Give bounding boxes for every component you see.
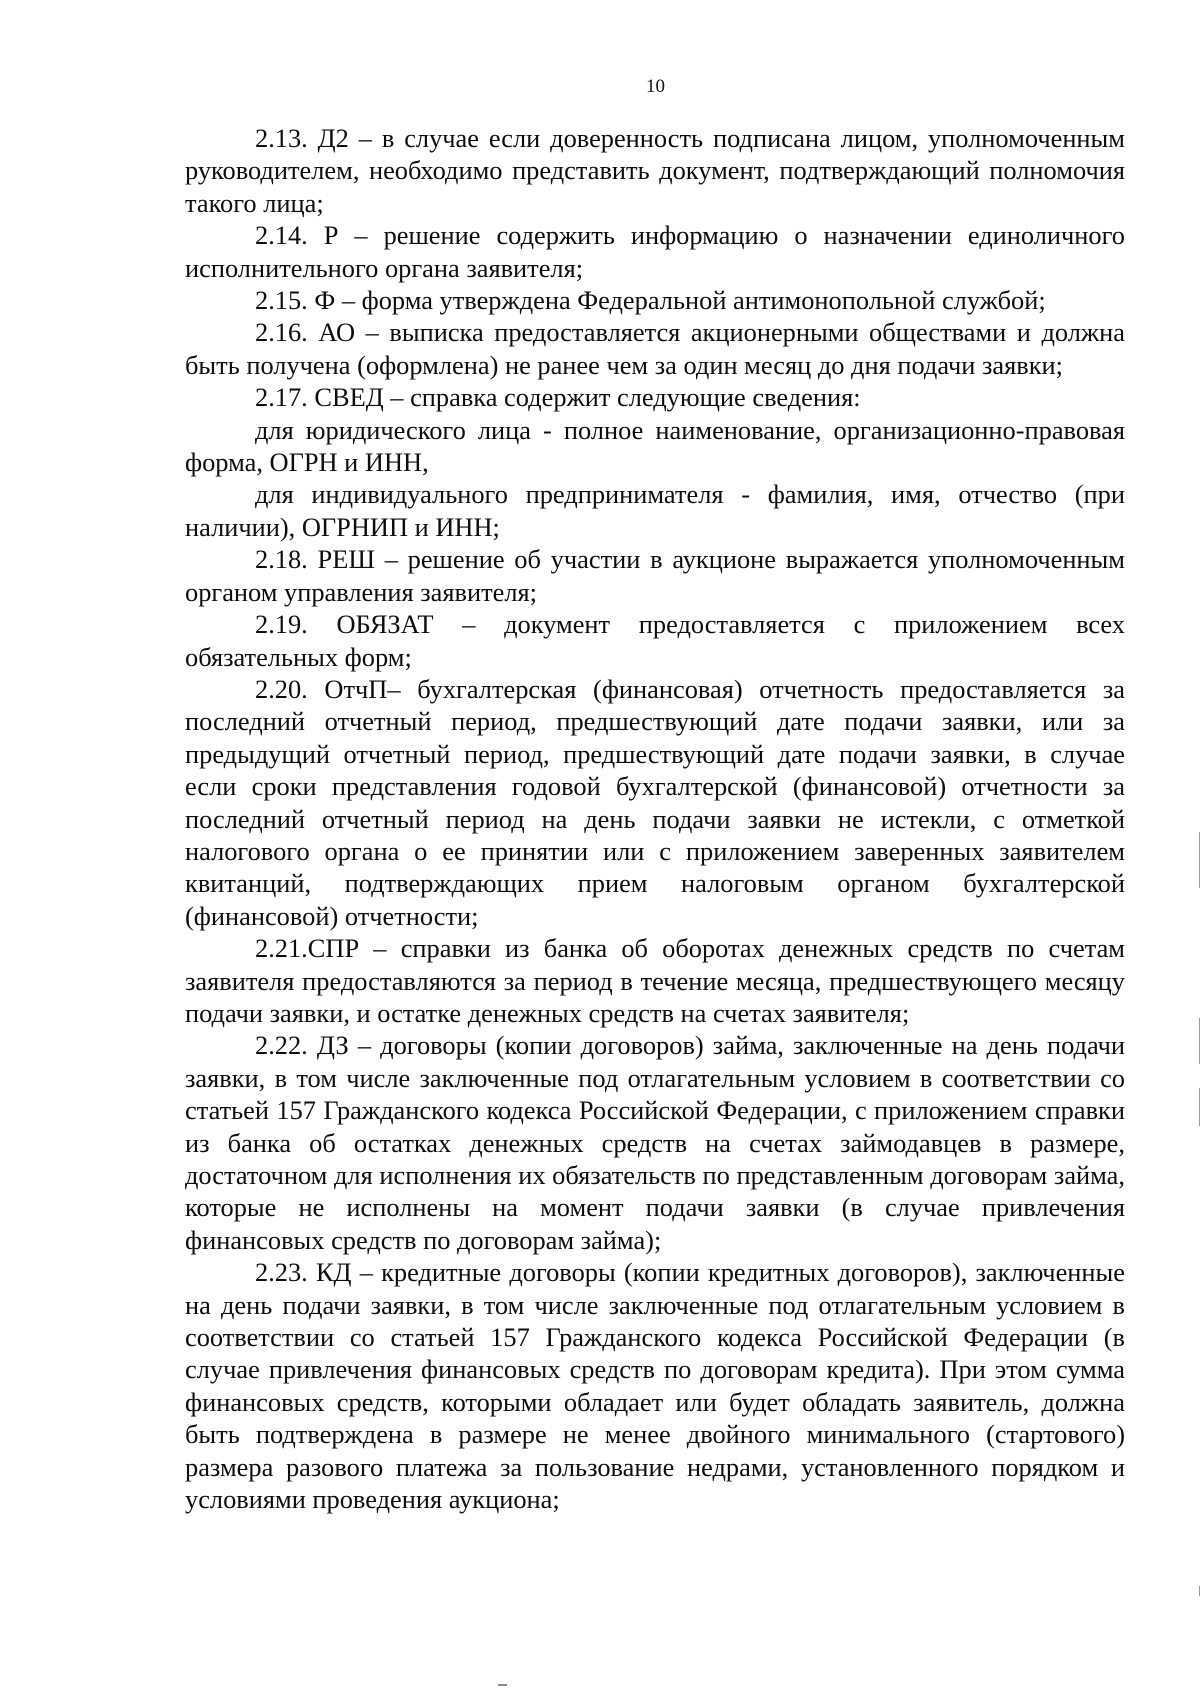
paragraph-2-17: 2.17. СВЕД – справка содержит следующие сведения: <box>255 382 861 413</box>
paragraph-2-16: 2.16. АО – выписка предоставляется акционерными обществами и должна быть получена (оформлена) не ранее чем за один месяц до дня подачи заявки; <box>185 317 1125 380</box>
paragraph-2-23: 2.23. КД – кредитные договоры (копии кредитных договоров), заключенные на день подачи заявки, в том числе заключенные под отлагательным условием в соответствии со статьей 157 Гражданского кодекса Российской Федерации (в случае привлечения финансовых средств по договорам кредита). При этом сумма финансовых средств, которыми обладает или будет обладать заявитель, должна быть подтверждена в размере не менее двойного минимального (стартового) размера разового платежа за пользование недрами, установленного порядком и условиями проведения аукциона; <box>185 1257 1125 1515</box>
paragraph-2-20: 2.20. ОтчП– бухгалтерская (финансовая) отчетность предоставляется за последний отчетный период, предшествующий дате подачи заявки, или за предыдущий отчетный период, предшествующий дате подачи заявки, в случае если сроки представления годовой бухгалтерской (финансовой) отчетности за последний отчетный период на день подачи заявки не истекли, с отметкой налогового органа о ее принятии или с приложением заверенных заявителем квитанций, подтверждающих прием налоговым органом бухгалтерской (финансовой) отчетности; <box>185 673 1125 931</box>
paragraph-2-17-individual-entrepreneur: для индивидуального предпринимателя - фамилия, имя, отчество (при наличии), ОГРНИП и ИНН; <box>185 479 1125 542</box>
paragraph-2-17-legal-entity: для юридического лица - полное наименование, организационно-правовая форма, ОГРН и ИНН, <box>185 414 1125 478</box>
document-body <box>185 122 1125 1515</box>
paragraph-2-22: 2.22. ДЗ – договоры (копии договоров) займа, заключенные на день подачи заявки, в том числе заключенные под отлагательным условием в соответствии со статьей 157 Гражданского кодекса Российской Федерации, с приложением справки из банка об остатках денежных средств на счетах займодавцев в размере, достаточном для исполнения их обязательств по представленным договорам займа, которые не исполнены на момент подачи заявки (в случае привлечения финансовых средств по договорам займа); <box>185 1030 1125 1255</box>
scan-artifact-dot <box>498 1684 507 1686</box>
paragraph-2-19: 2.19. ОБЯЗАТ – документ предоставляется с приложением всех обязательных форм; <box>185 609 1125 672</box>
paragraph-2-15: 2.15. Ф – форма утверждена Федеральной антимонопольной службой; <box>255 285 1046 316</box>
paragraph-2-18: 2.18. РЕШ – решение об участии в аукционе выражается уполномоченным органом управления заявителя; <box>185 544 1125 607</box>
paragraph-2-14: 2.14. Р – решение содержить информацию о назначении единоличного исполнительного органа заявителя; <box>185 220 1125 283</box>
page-number: 10 <box>646 76 665 97</box>
paragraph-2-13: 2.13. Д2 – в случае если доверенность подписана лицом, уполномоченным руководителем, необходимо представить документ, подтверждающий полномочия такого лица; <box>185 123 1125 218</box>
paragraph-2-21: 2.21.СПР – справки из банка об оборотах денежных средств по счетам заявителя предоставляются за период в течение месяца, предшествующего месяцу подачи заявки, и остатке денежных средств на счетах заявителя; <box>185 933 1125 1028</box>
